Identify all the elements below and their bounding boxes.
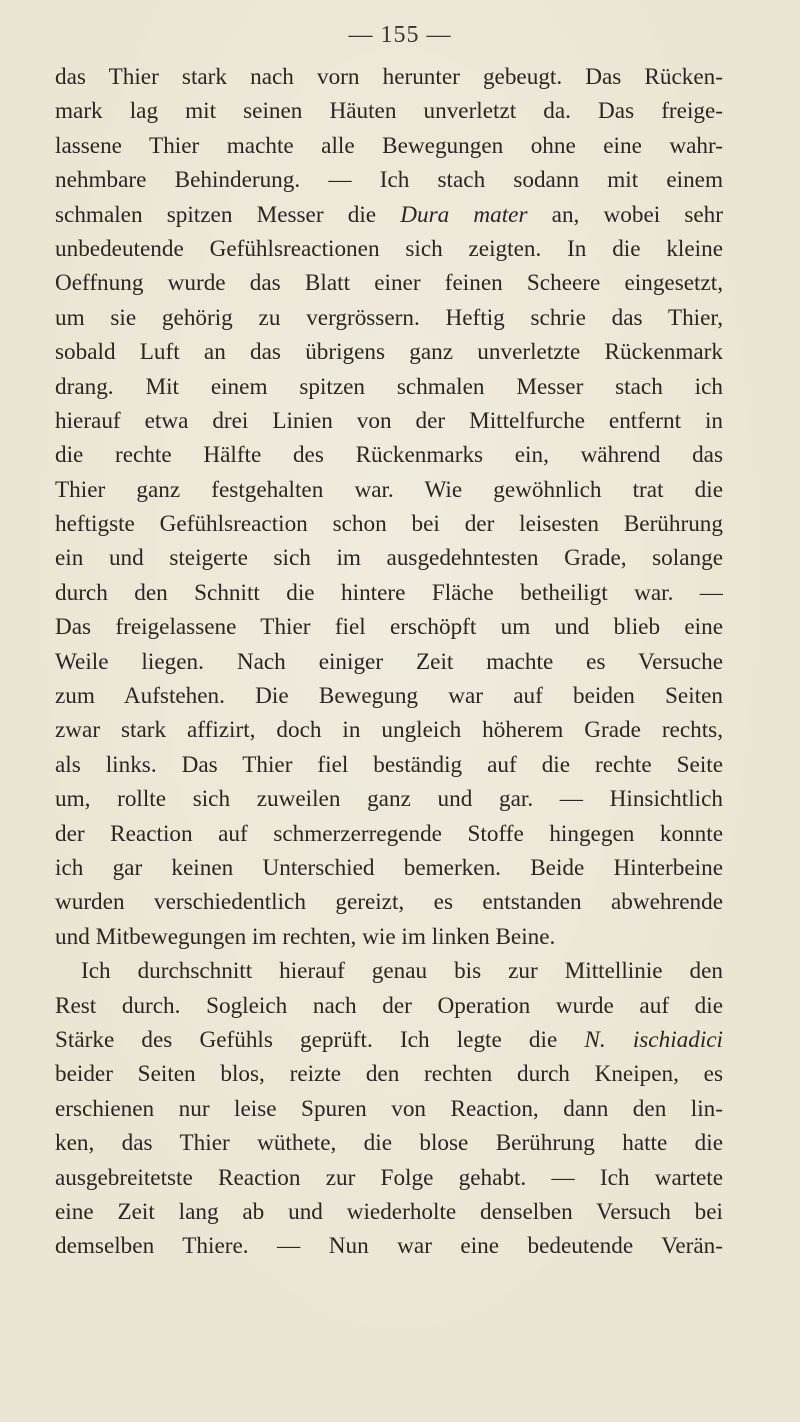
line-text: um, rollte sich zuweilen ganz und gar. — Hinsichtlich [55,786,723,813]
text-line [55,438,723,472]
line-text: unbedeutende Gefühlsreactionen sich zeigten. In die kleine [55,235,723,262]
text-line [55,370,723,404]
line-text: eine Zeit lang ab und wiederholte denselben Versuch bei [55,1198,723,1225]
text-line [55,954,723,988]
text-line [55,851,723,885]
line-text: und Mitbewegungen im rechten, wie im linken Beine. [55,923,556,950]
text-line [55,1126,723,1160]
text-line [55,1229,723,1263]
line-text: zum Aufstehen. Die Bewegung war auf beiden Seiten [55,683,723,710]
text-line [55,1023,723,1057]
line-text: als links. Das Thier fiel beständig auf die rechte Seite [55,751,723,778]
text-line [55,1195,723,1229]
line-text: der Reaction auf schmerzerregende Stoffe hingegen konnte [55,820,723,847]
line-text: ein und steigerte sich im ausgedehntesten Grade, solange [55,545,723,572]
line-text: heftigste Gefühlsreaction schon bei der leisesten Berührung [55,511,723,538]
text-line [55,1161,723,1195]
line-text: schmalen spitzen Messer die [55,201,401,228]
line-text: nehmbare Behinderung. — Ich stach sodann mit einem [55,167,723,194]
line-text: sobald Luft an das übrigens ganz unverletzte Rückenmark [55,339,723,366]
line-text: die rechte Hälfte des Rückenmarks ein, während das [55,442,723,469]
line-text: drang. Mit einem spitzen schmalen Messer stach ich [55,373,723,400]
text-line [55,782,723,816]
text-line [55,541,723,575]
line-text: Rest durch. Sogleich nach der Operation wurde auf die [55,992,723,1019]
text-line [55,1092,723,1126]
text-line [55,610,723,644]
line-text: das Thier stark nach vorn herunter gebeugt. Das Rücken- [55,64,723,90]
text-line [55,266,723,300]
text-line [55,748,723,782]
line-text: mark lag mit seinen Häuten unverletzt da. Das freige- [55,98,723,125]
text-line [55,713,723,747]
line-text: Stärke des Gefühls geprüft. Ich legte die [55,1026,585,1053]
page-number-header: — 155 — [348,22,452,48]
text-line [55,129,723,163]
line-text: lassene Thier machte alle Bewegungen ohne eine wahr- [55,132,723,159]
line-text: Das freigelassene Thier fiel erschöpft um und blieb eine [55,614,723,641]
line-text: wurden verschiedentlich gereizt, es entstanden abwehrende [55,889,723,916]
line-text: Thier ganz festgehalten war. Wie gewöhnlich trat die [55,476,723,503]
line-text: erschienen nur leise Spuren von Reaction, dann den lin- [55,1095,723,1122]
text-line [55,335,723,369]
line-text: ken, das Thier wüthete, die blose Berührung hatte die [55,1130,723,1157]
text-line [55,507,723,541]
text-line [55,920,723,954]
text-line [55,885,723,919]
line-text: um sie gehörig zu vergrössern. Heftig schrie das Thier, [55,304,723,331]
line-text: ich gar keinen Unterschied bemerken. Beide Hinterbeine [55,854,723,881]
text-line [55,1057,723,1091]
text-line [55,301,723,335]
italic-term: N. ischiadici [584,1026,723,1053]
text-line [55,645,723,679]
line-text: Oeffnung wurde das Blatt einer feinen Scheere eingesetzt, [55,270,723,297]
italic-term: Dura mater [400,201,528,228]
text-line [55,576,723,610]
line-text: hierauf etwa drei Linien von der Mittelfurche entfernt in [55,407,723,434]
line-text: beider Seiten blos, reizte den rechten durch Kneipen, es [55,1061,723,1088]
line-text: durch den Schnitt die hintere Fläche betheiligt war. — [55,579,723,606]
text-line [55,679,723,713]
line-text: Ich durchschnitt hierauf genau bis zur Mittellinie den [81,958,723,985]
text-line [55,163,723,197]
text-line [55,232,723,266]
text-line [55,94,723,128]
line-text: zwar stark affizirt, doch in ungleich höherem Grade rechts, [55,717,723,744]
line-text: Weile liegen. Nach einiger Zeit machte es Versuche [55,648,723,675]
line-text: demselben Thiere. — Nun war eine bedeutende Verän- [55,1233,723,1260]
text-line [55,404,723,438]
text-line [55,60,723,94]
line-text: an, wobei sehr [527,201,723,228]
body-text [55,60,723,1264]
text-line [55,989,723,1023]
text-line [55,198,723,232]
text-line [55,473,723,507]
text-line [55,817,723,851]
line-text: ausgebreitetste Reaction zur Folge gehabt. — Ich wartete [55,1164,723,1191]
